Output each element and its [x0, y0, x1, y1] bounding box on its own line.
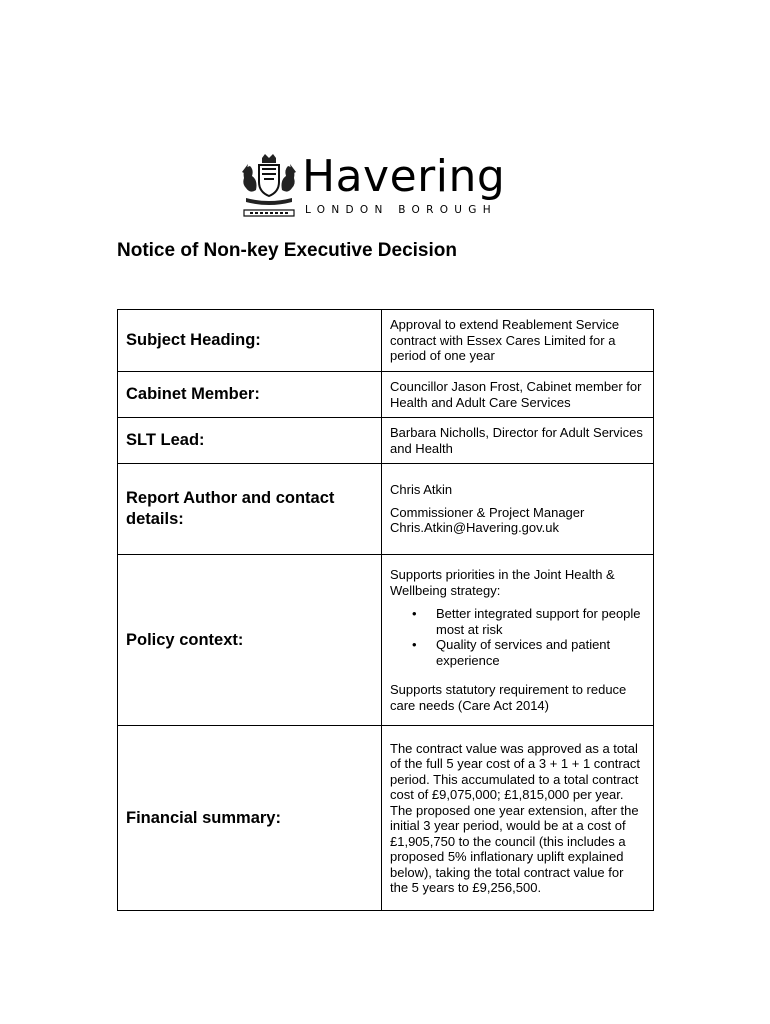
table-row-subject	[118, 310, 654, 372]
cabinet-value: Councillor Jason Frost, Cabinet member for Health and Adult Care Services	[382, 372, 654, 418]
author-name: Chris Atkin	[390, 482, 453, 498]
havering-logo	[240, 151, 525, 220]
slt-label: SLT Lead:	[118, 418, 382, 464]
borough-crest-icon	[240, 154, 298, 218]
policy-statutory: Supports statutory requirement to reduce care needs (Care Act 2014)	[390, 682, 627, 713]
list-item: • Better integrated support for people most at risk	[390, 606, 645, 637]
table-row-author	[118, 464, 654, 555]
list-item: • Quality of services and patient experience	[390, 637, 645, 668]
policy-bullet-list	[390, 606, 645, 668]
policy-value	[382, 555, 654, 726]
subject-label: Subject Heading:	[118, 310, 382, 372]
page-title: Notice of Non-key Executive Decision	[117, 240, 457, 261]
author-role: Commissioner & Project Manager	[390, 504, 585, 520]
slt-value: Barbara Nicholls, Director for Adult Services and Health	[382, 418, 654, 464]
financial-value: The contract value was approved as a total of the full 5 year cost of a 3 + 1 + 1 contract period. This accumulated to a total contract cost of £9,075,000; £1,815,000 per year. The proposed one year extension, after the initial 3 year period, would be at a cost of £1,905,750 to the council (this includes a proposed 5% inflationary uplift explained below), taking the total contract value for the 5 years to £9,256,500.	[382, 726, 654, 911]
policy-intro: Supports priorities in the Joint Health & Wellbeing strategy:	[390, 567, 615, 598]
financial-label: Financial summary:	[118, 726, 382, 911]
brand-subtitle: LONDON BOROUGH	[305, 204, 497, 216]
table-row-slt	[118, 418, 654, 464]
cabinet-label: Cabinet Member:	[118, 372, 382, 418]
table-row-cabinet	[118, 372, 654, 418]
decision-table	[117, 309, 654, 911]
policy-label: Policy context:	[118, 555, 382, 726]
brand-name: Havering	[302, 151, 506, 202]
subject-value: Approval to extend Reablement Service contract with Essex Cares Limited for a period of one year	[382, 310, 654, 372]
author-label: Report Author and contact details:	[118, 464, 382, 555]
table-row-policy	[118, 555, 654, 726]
author-value	[382, 464, 654, 555]
table-row-financial	[118, 726, 654, 911]
author-email: Chris.Atkin@Havering.gov.uk	[390, 520, 560, 536]
